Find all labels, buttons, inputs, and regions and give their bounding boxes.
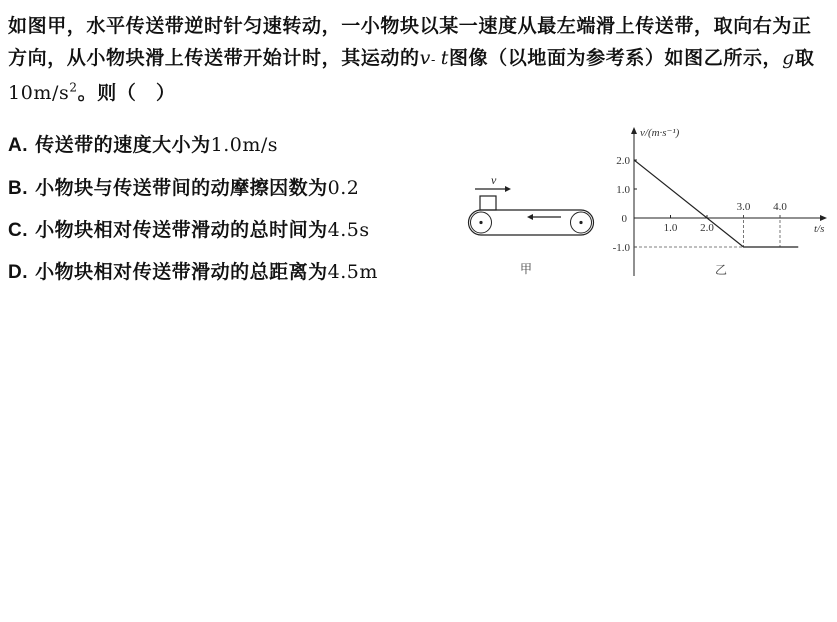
vt-symbol-v: v <box>419 47 431 69</box>
stem-text-3: 取 <box>794 47 815 69</box>
vt-marks <box>613 155 799 254</box>
option-d-text: 小物块相对传送带滑动的总距离为 <box>28 261 328 283</box>
question-stem <box>8 10 830 109</box>
x-tick-label: 4.0 <box>773 201 787 213</box>
stem-text-4: 。则（ ） <box>77 82 176 104</box>
figure-yi-vt-graph <box>600 124 832 282</box>
option-a-value: 1.0m/s <box>210 134 279 156</box>
block-velocity-label: v <box>491 173 497 187</box>
x-axis-arrowhead <box>820 215 827 221</box>
y-tick-label: 1.0 <box>616 184 630 196</box>
figure-jia-caption: 甲 <box>519 262 533 276</box>
option-d-value: 4.5m <box>327 261 378 283</box>
option-a[interactable] <box>8 130 278 157</box>
option-c[interactable] <box>8 215 370 242</box>
option-a-text: 传送带的速度大小为 <box>28 134 211 156</box>
option-d[interactable] <box>8 257 378 284</box>
vt-symbol-dash: - <box>430 53 441 68</box>
vt-symbol-t: t <box>440 47 449 69</box>
x-tick-label: 3.0 <box>736 201 751 213</box>
y-tick-label: -1.0 <box>612 242 630 254</box>
option-d-letter: D. <box>8 262 28 283</box>
block-velocity-arrowhead <box>505 186 511 192</box>
option-a-letter: A. <box>8 135 28 156</box>
stem-text-1: 如图甲，水平传送带逆时针匀速转动，一小物块以某一速度从最左端滑上传送带，取向右为正方向，从小物块滑上传送带开始计时，其运动的 <box>8 15 812 69</box>
g-value: 10m/s <box>8 82 70 104</box>
x-tick-label: 1.0 <box>663 222 678 234</box>
y-tick-label: 2.0 <box>616 155 630 167</box>
option-b-letter: B. <box>8 178 28 199</box>
g-exponent: 2 <box>69 80 78 95</box>
belt-direction-arrowhead <box>527 214 533 220</box>
option-b-text: 小物块与传送带间的动摩擦因数为 <box>28 177 328 199</box>
option-b-value: 0.2 <box>327 177 360 199</box>
x-tick-label: 2.0 <box>700 222 714 234</box>
option-c-letter: C. <box>8 220 28 241</box>
y-axis-label: v/(m·s⁻¹) <box>640 127 680 139</box>
option-c-text: 小物块相对传送带滑动的总时间为 <box>28 219 328 241</box>
figure-jia-conveyor <box>465 172 600 282</box>
figure-yi-caption: 乙 <box>714 263 728 277</box>
origin-label: 0 <box>621 213 627 225</box>
right-pulley-axle <box>579 221 582 224</box>
option-c-value: 4.5s <box>327 219 370 241</box>
left-pulley-axle <box>479 221 482 224</box>
x-axis-label: t/s <box>814 223 825 235</box>
stem-text-2: 图像（以地面为参考系）如图乙所示， <box>448 47 783 69</box>
g-symbol: g <box>782 47 795 69</box>
y-axis-arrowhead <box>631 127 637 134</box>
small-block <box>480 196 496 210</box>
option-b[interactable] <box>8 173 359 200</box>
